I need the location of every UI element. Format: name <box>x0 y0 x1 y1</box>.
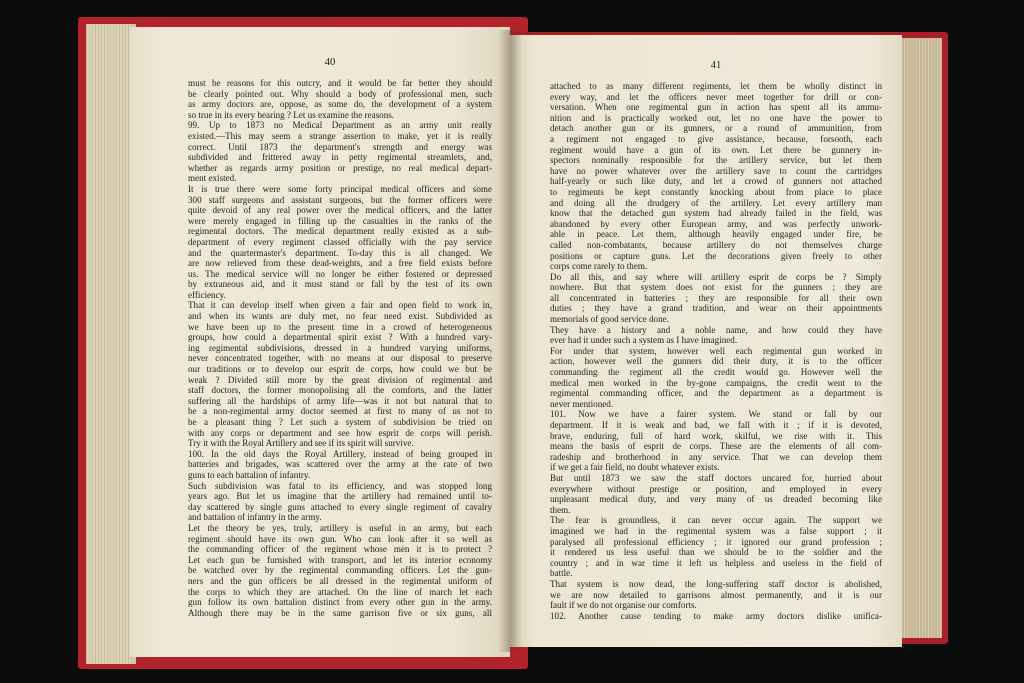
text-line: be clearly pointed out. Why should a body of professional men, such <box>188 88 492 99</box>
right-page-text <box>550 81 882 621</box>
text-line: 100. In the old days the Royal Artillery, instead of being grouped in <box>188 448 492 459</box>
text-line: efficiency. <box>188 289 226 300</box>
text-line: day scattered by single guns attached to every single regiment of cavalry <box>188 501 492 512</box>
text-line: be a non-regimental army doctor seemed at first to many of us not to <box>188 406 492 417</box>
text-line: by extraneous aid, and it must stand or fall by the test of its own <box>188 279 492 290</box>
page-edges-left <box>86 24 136 664</box>
text-line: radeship and brotherhood in any service. That we can develop them <box>550 451 882 462</box>
text-line: Try it with the Royal Artillery and see if its spirit will survive. <box>188 438 414 449</box>
text-line: it rendered us less useful than we should be to the soldier and the <box>550 547 882 558</box>
text-line: with any corps or department and see how esprit de corps will perish. <box>188 427 492 438</box>
text-line: 99. Up to 1873 no Medical Department as an army unit really <box>188 120 492 131</box>
text-line: positions or capture guns. Let the decorations given freely to other <box>550 250 882 261</box>
text-line: versation. When one regimental gun in action has spent all its ammu- <box>550 102 882 113</box>
text-line: That system is now dead, the long-suffering staff doctor is abolished, <box>550 578 882 589</box>
text-line: commanding the regiment all the credit would go. However well the <box>550 367 882 378</box>
text-line: staff doctors, the former monopolising all the comforts, and the latter <box>188 385 492 396</box>
text-line: But until 1873 we saw the staff doctors uncared for, hurried about <box>550 472 882 483</box>
text-line: never mentioned. <box>550 398 614 409</box>
text-line: the commanding officer of the regiment whose men it is to protect ? <box>188 544 492 555</box>
text-line: everywhere without prestige or position, and employed in every <box>550 483 882 494</box>
text-line: means the basis of esprit de corps. These are the elements of all com- <box>550 441 882 452</box>
text-line: battle. <box>550 568 573 579</box>
text-line: groups, how could a departmental spirit exist ? With a hundred vary- <box>188 332 492 343</box>
text-line: medical men worked in the by-gone campaigns, the credit went to the <box>550 377 882 388</box>
left-page-text <box>188 78 492 618</box>
text-line: us. The medical service will no longer be either fostered or depressed <box>188 268 492 279</box>
text-line: department. If it is weak and bad, we fall with it ; if it is devoted, <box>550 420 882 430</box>
text-line: Such subdivision was fatal to its efficiency, and was stopped long <box>188 480 492 491</box>
text-line: ever had it under such a system as I have imagined. <box>550 335 738 346</box>
text-line: guns to each battalion of infantry. <box>188 469 311 480</box>
text-line: Let each gun be furnished with transport, and let its interior economy <box>188 554 492 565</box>
text-line: ing regimental subdivisions, dressed in a hundred varying uniforms, <box>188 342 492 353</box>
text-line: Although there may be in the same garrison five or six guns, all <box>188 607 492 618</box>
page-edges-right <box>898 38 942 638</box>
text-line: called non-combatants, because artillery do not themselves charge <box>550 239 882 250</box>
text-line: ment existed. <box>188 173 237 184</box>
text-line: action, however well the gunners did their duty, it is to the officer <box>550 356 882 367</box>
text-line: be a pleasant thing ? Let such a system of subdivision be tried on <box>188 417 492 427</box>
text-line: and doing all the drudgery of the artillery. Let every artillery man <box>550 197 882 208</box>
text-line: 300 staff surgeons and assistant surgeons, but the former officers were <box>188 194 492 205</box>
text-line: and the quartermaster's department. To-day this is all changed. We <box>188 247 492 258</box>
text-line: Let the theory be yes, truly, artillery is useful in an army, but each <box>188 522 492 533</box>
page-number-right: 41 <box>710 60 722 71</box>
text-line: if we get a fair field, no doubt whatever exists. <box>550 462 720 473</box>
book-gutter <box>498 30 522 652</box>
text-line: correct. Until 1873 the department's strength and energy was <box>188 141 492 152</box>
text-line: nition and is practically worked out, let no one have the power to <box>550 112 882 123</box>
text-line: the corps to which they are attached. On the line of march let each <box>188 586 492 597</box>
text-line: are now relieved from these dead-weights, and a free field exists before <box>188 258 492 269</box>
text-line: subdivided and frittered away in petty regimental streamlets, and, <box>188 152 492 163</box>
text-line: regimental commanding officer, and the department as a department is <box>550 388 882 399</box>
text-line: and when its wants are duly met, no fear need exist. Subdivided as <box>188 311 492 322</box>
text-line: gun follow its own battalion distinct from every other gun in the army. <box>188 597 492 608</box>
text-line: to regiments be kept constantly knocking about from place to place <box>550 186 882 197</box>
text-line: The fear is groundless, it can never occur again. The support we <box>550 515 882 526</box>
text-line: For under that system, however well each regimental gun worked in <box>550 345 882 356</box>
text-line: know that the detached gun system had already failed in the field, was <box>550 208 882 219</box>
text-line: every way, and let the officers never meet together for drill or con- <box>550 91 882 102</box>
text-line: abandoned by every other European army, and was perfectly unwork- <box>550 218 882 229</box>
text-line: 101. Now we have a fairer system. We stand or fall by our <box>550 409 882 420</box>
page-number-left: 40 <box>324 57 336 68</box>
text-line: duties ; they have a grand tradition, and wear on their appointments <box>550 303 882 314</box>
text-line: never concentrated together, with no means at our disposal to preserve <box>188 353 492 364</box>
text-line: we have been up to the present time in a crowd of heterogeneous <box>188 321 492 332</box>
text-line: half-yearly or such like duty, and let a crowd of gunners not attached <box>550 176 882 187</box>
text-line: 102. Another cause tending to make army doctors dislike unifica- <box>550 610 882 621</box>
text-line: department of every regiment classed officially with the pay service <box>188 236 492 247</box>
text-line: and battalion of infantry in the army. <box>188 512 322 523</box>
text-line: must be reasons for this outcry, and it would be far better they should <box>188 78 492 88</box>
text-line: all concentrated in batteries ; they are responsible for all their own <box>550 292 882 303</box>
text-line: fault if we do not organise our comforts. <box>550 600 697 611</box>
text-line: our traditions or to develop our esprit de corps, how could we but be <box>188 364 492 375</box>
text-line: paralysed all professional efficiency ; it ignored our grand profession ; <box>550 536 882 547</box>
text-line: were merely engaged in filling up the casualties in the ranks of the <box>188 215 492 226</box>
text-line: imagined we had in the regimental system was a false support ; it <box>550 525 882 536</box>
text-line: them. <box>550 504 571 515</box>
text-line: unpleasant medical duty, and very many of us dreaded becoming like <box>550 494 882 505</box>
left-page <box>130 27 510 657</box>
text-line: suffering all the hardships of army life—was it not but natural that to <box>188 395 492 406</box>
text-line: They have a history and a noble name, and how could they have <box>550 324 882 335</box>
text-line: attached to as many different regiments, let them be wholly distinct in <box>550 81 882 91</box>
text-line: be watched over by the regimental commanding officers. Let the gun- <box>188 565 492 576</box>
text-line: whether as regards army position or prestige, no real medical depart- <box>188 162 492 173</box>
text-line: That it can develop itself when given a fair and open field to work in, <box>188 300 492 311</box>
text-line: regiment should have its own gun. Who can look after it so well as <box>188 533 492 544</box>
text-line: we are now detailed to garrisons almost permanently, and it is our <box>550 589 882 600</box>
text-line: quite devoid of any real power over the medical officers, and the latter <box>188 205 492 216</box>
text-line: regimental doctors. The medical department really existed as a sub- <box>188 226 492 237</box>
text-line: a regiment not engaged to give assistance, because, forsooth, each <box>550 133 882 144</box>
text-line: country ; and in war time it left us helpless and useless in the field of <box>550 557 882 568</box>
text-line: existed.—This may seem a strange assertion to make, yet it is really <box>188 130 492 141</box>
text-line: memorials of good service done. <box>550 314 669 325</box>
text-line: as army doctors are, oppose, as some do, the development of a system <box>188 99 492 110</box>
text-line: have no power whatever over the artillery save to count the cartridges <box>550 165 882 176</box>
text-line: ners and the gun officers be all dressed in the regimental uniform of <box>188 575 492 586</box>
text-line: brave, enduring, full of hard work, skilful, we rise with it. This <box>550 430 882 441</box>
text-line: regiment would have a gun of its own. Let there be gunnery in- <box>550 144 882 155</box>
text-line: batteries and brigades, was scattered over the army at the rate of two <box>188 459 492 470</box>
text-line: nowhere. But that system does not exist for the gunners ; they are <box>550 282 882 293</box>
text-line: able in peace. Let them, although heavily engaged under fire, be <box>550 229 882 240</box>
text-line: weak ? Divided still more by the great division of regimental and <box>188 374 492 385</box>
text-line: Do all this, and say where will artillery esprit de corps be ? Simply <box>550 271 882 282</box>
text-line: spectors nominally responsible for the artillery service, but let them <box>550 155 882 166</box>
text-line: so true in its every bearing ? Let us examine the reasons. <box>188 109 395 120</box>
right-page <box>510 35 902 647</box>
text-line: years ago. But let us imagine that the artillery had remained until to- <box>188 491 492 502</box>
text-line: corps come rarely to them. <box>550 261 648 272</box>
text-line: detach another gun or its gunners, or a round of ammunition, from <box>550 123 882 134</box>
text-line: It is true there were some forty principal medical officers and some <box>188 183 492 194</box>
